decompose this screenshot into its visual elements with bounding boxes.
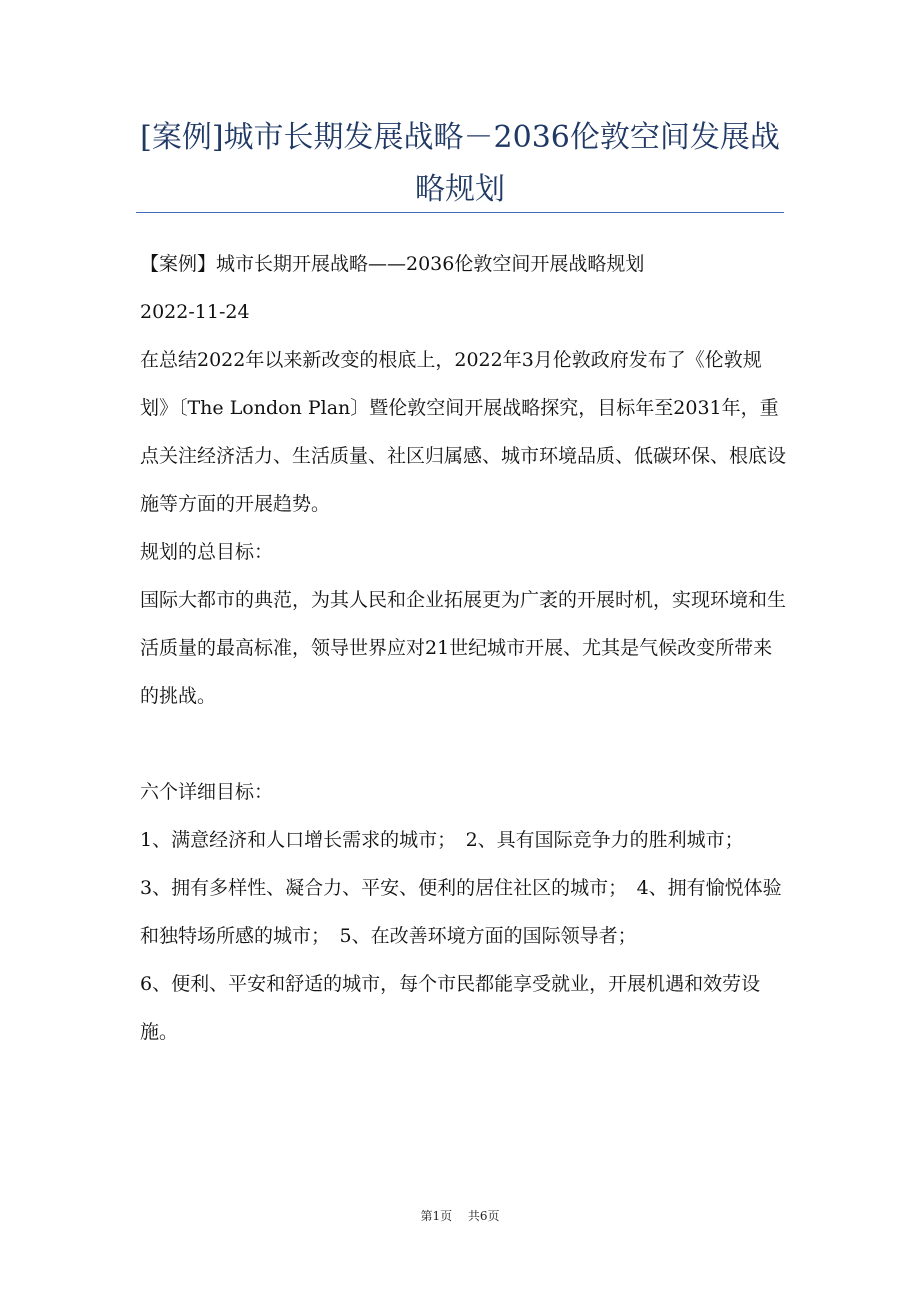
detail-label: 六个详细目标：	[140, 781, 274, 803]
title-divider	[136, 212, 784, 213]
detail-goals-1: 1、满意经济和人口增长需求的城市； 2、具有国际竞争力的胜利城市；	[140, 829, 744, 851]
document-date: 2022-11-24	[140, 301, 250, 323]
detail-goals-2: 3、拥有多样性、凝合力、平安、便利的居住社区的城市； 4、拥有愉悦体验和独特场所感的城市； 5、在改善环境方面的国际领导者；	[140, 877, 782, 947]
document-body	[140, 240, 786, 1056]
paragraph-gap	[140, 720, 786, 768]
goal-paragraph: 国际大都市的典范，为其人民和企业拓展更为广袤的开展时机，实现环境和生活质量的最高标准，领导世界应对21世纪城市开展、尤其是气候改变所带来的挑战。	[140, 589, 787, 707]
detail-goals-3: 6、便利、平安和舒适的城市，每个市民都能享受就业，开展机遇和效劳设施。	[140, 973, 761, 1043]
document-title: [案例]城市长期发展战略－2036伦敦空间发展战略规划	[140, 120, 780, 207]
goal-label: 规划的总目标：	[140, 541, 274, 563]
intro-paragraph: 在总结2022年以来新改变的根底上，2022年3月伦敦政府发布了《伦敦规划》〔The London Plan〕暨伦敦空间开展战略探究，目标年至2031年，重点关注经济活力、生活质量、社区归属感、城市环境品质、低碳环保、根底设施等方面的开展趋势。	[140, 349, 787, 515]
document-heading: 【案例】城市长期开展战略——2036伦敦空间开展战略规划	[140, 253, 645, 275]
page-footer: 第1页 共6页	[420, 1209, 500, 1223]
